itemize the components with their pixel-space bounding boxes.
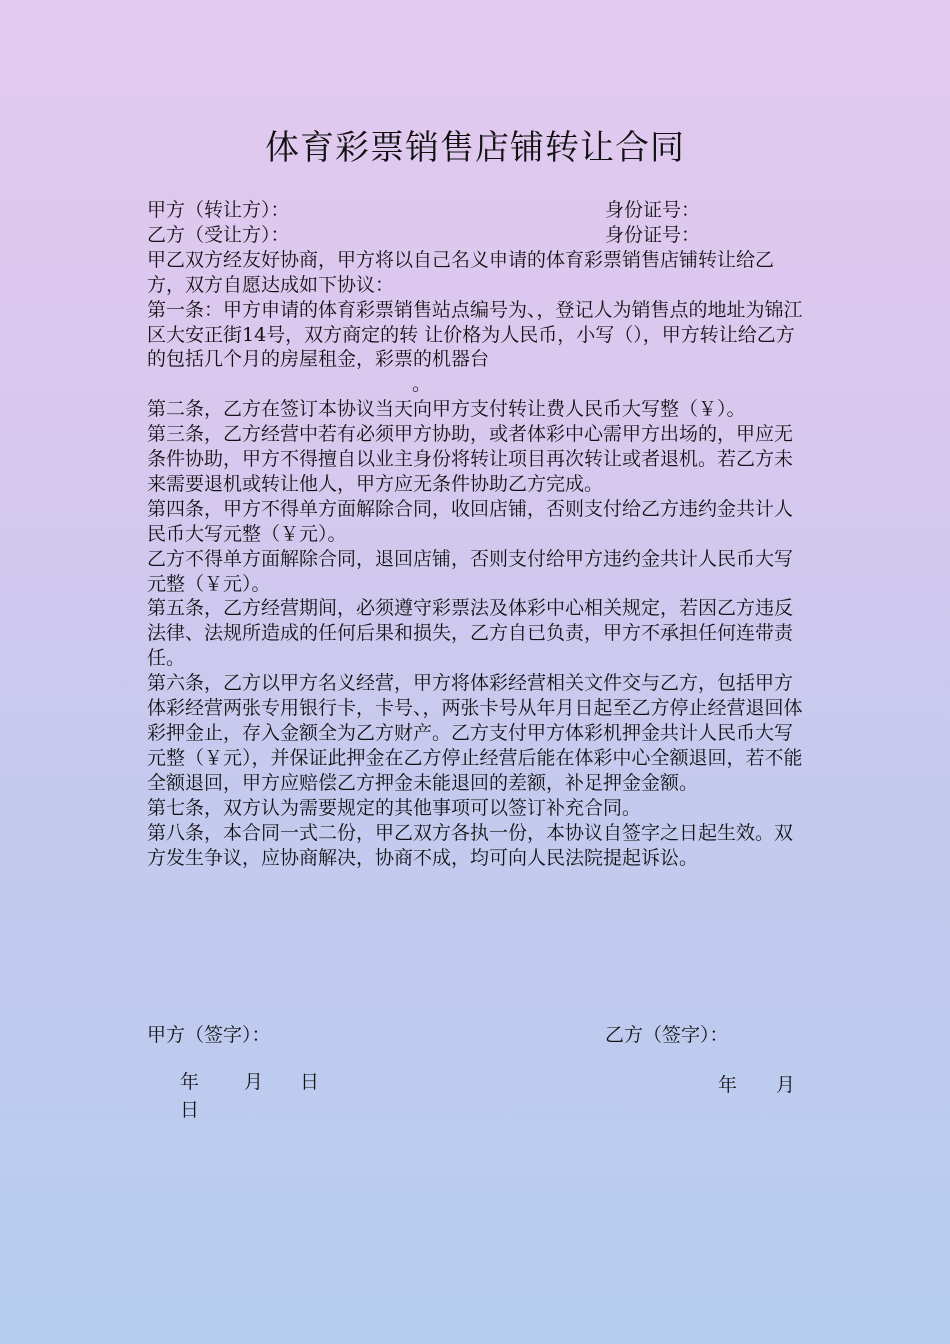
clause-7: 第七条，双方认为需要规定的其他事项可以签订补充合同。 xyxy=(147,796,642,819)
party-b-id-label: 身份证号： xyxy=(605,223,701,246)
party-a-id-label: 身份证号： xyxy=(605,199,701,221)
party-b-signature-label: 乙方（签字）： xyxy=(605,1024,729,1046)
party-b-date xyxy=(718,1070,795,1097)
clause-5: 第五条，乙方经营期间，必须遵守彩票法及体彩中心相关规定，若因乙方违反法律、法规所造成的任何后果和损失，乙方自已负责，甲方不承担任何连带责任。 xyxy=(147,597,794,670)
clause-2: 第二条，乙方在签订本协议当天向甲方支付转让费人民币大写整（￥）。 xyxy=(147,398,746,421)
party-a-signature-label: 甲方（签字）： xyxy=(147,1024,271,1046)
intro-paragraph: 甲乙双方经友好协商，甲方将以自己名义申请的体育彩票销售店铺转让给乙方，双方自愿达成如下协议： xyxy=(147,248,775,296)
party-b-row xyxy=(147,223,807,248)
clause-4b: 乙方不得单方面解除合同，退回店铺，否则支付给甲方违约金共计人民币大写元整（￥元）。 xyxy=(147,547,794,595)
contract-body xyxy=(147,198,807,870)
clause-1: 第一条：甲方申请的体育彩票销售站点编号为、，登记人为销售点的地址为锦江区大安正街14号，双方商定的转 让价格为人民币，小写（），甲方转让给乙方的包括几个月的房屋租金，彩票的机器台 xyxy=(147,298,803,371)
party-a-row xyxy=(147,198,807,223)
date-month-a: 月 xyxy=(244,1071,264,1093)
clause-1-tail: 。 xyxy=(412,373,432,396)
clause-4a: 第四条，甲方不得单方面解除合同，收回店铺，否则支付给乙方违约金共计人民币大写元整（￥元）。 xyxy=(147,497,794,545)
date-year-a: 年 xyxy=(180,1071,200,1093)
clause-3: 第三条，乙方经营中若有必须甲方协助，或者体彩中心需甲方出场的，甲应无条件协助，甲方不得擅自以业主身份将转让项目再次转让或者退机。若乙方未来需要退机或转让他人，甲方应无条件协助乙方完成。 xyxy=(147,423,794,495)
document-title: 体育彩票销售店铺转让合同 xyxy=(265,128,685,168)
date-month-b: 月 xyxy=(776,1074,796,1096)
clause-6: 第六条，乙方以甲方名义经营，甲方将体彩经营相关文件交与乙方，包括甲方体彩经营两张专用银行卡，卡号、，两张卡号从年月日起至乙方停止经营退回体彩押金止，存入金额全为乙方财产。乙方支付甲方体彩机押金共计人民币大写元整（￥元），并保证此押金在乙方停止经营后能在体彩中心全额退回，若不能全额退回，甲方应赔偿乙方押金未能退回的差额，补足押金金额。 xyxy=(147,672,803,794)
date-year-b: 年 xyxy=(718,1074,738,1096)
signature-row xyxy=(147,1020,807,1046)
date-day-b: 日 xyxy=(180,1099,200,1121)
clause-8: 第八条，本合同一式二份，甲乙双方各执一份，本协议自签字之日起生效。双方发生争议，应协商解决，协商不成，均可向人民法院提起诉讼。 xyxy=(147,821,794,869)
date-day-a: 日 xyxy=(300,1071,320,1093)
party-b-label: 乙方（受让方）： xyxy=(147,223,290,246)
party-a-date xyxy=(180,1070,810,1095)
party-a-label: 甲方（转让方）： xyxy=(147,199,290,221)
